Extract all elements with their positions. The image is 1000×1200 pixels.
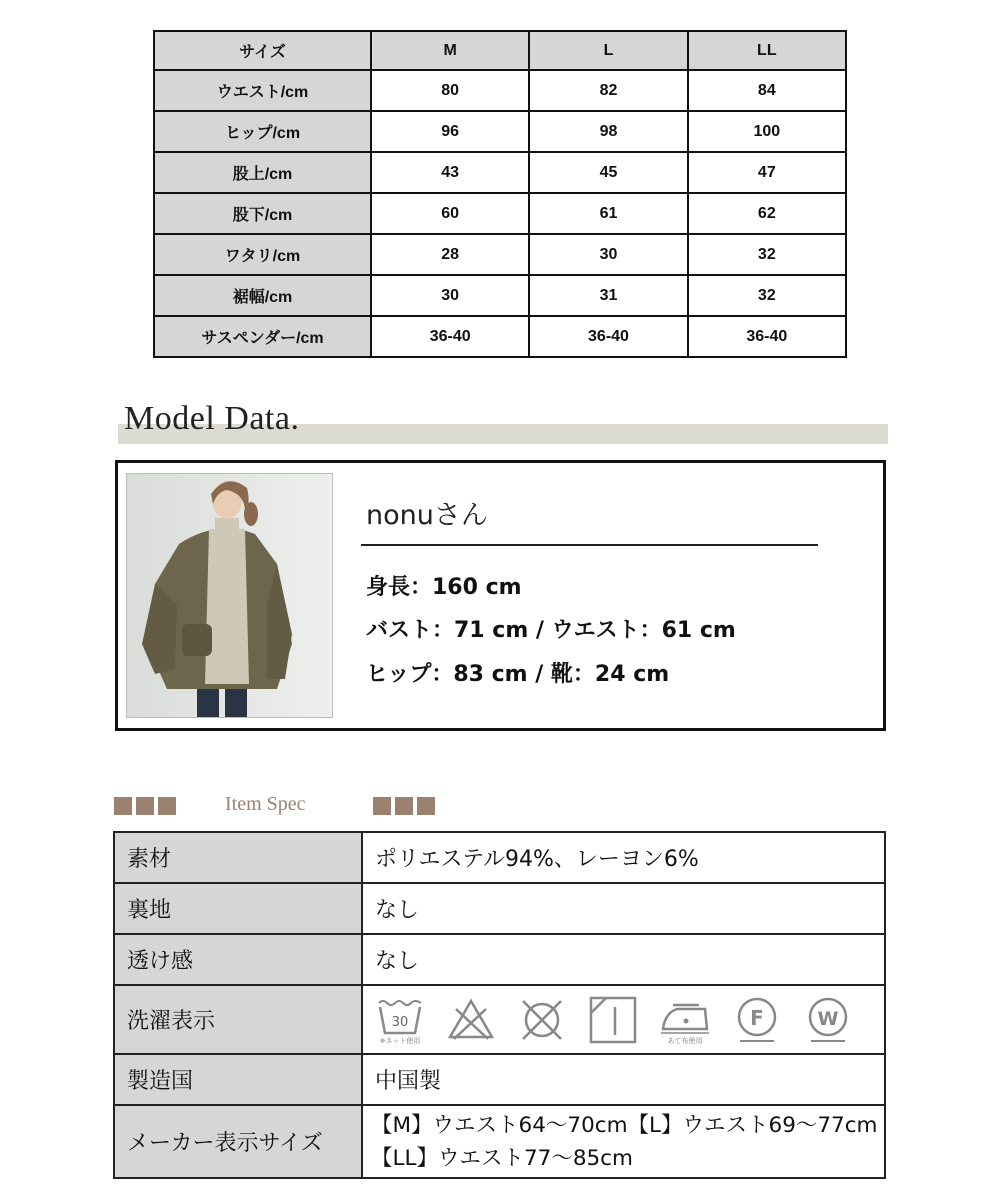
size-row-label: ワタリ/cm — [154, 234, 371, 275]
size-cell: 45 — [529, 152, 687, 193]
svg-text:あて布使用: あて布使用 — [667, 1036, 703, 1045]
model-height: 身長：160 cm — [366, 575, 522, 600]
spec-label: 透け感 — [114, 934, 362, 985]
size-cell: 36-40 — [371, 316, 529, 357]
size-cell: 98 — [529, 111, 687, 152]
spec-ornament-square — [158, 797, 176, 815]
spec-row-material — [114, 832, 885, 883]
spec-label: メーカー表示サイズ — [114, 1105, 362, 1178]
drip-dry-shade-icon — [588, 995, 638, 1045]
dry-clean-f-icon — [732, 995, 782, 1045]
spec-value: なし — [362, 883, 885, 934]
model-hip-shoes: ヒップ：83 cm / 靴：24 cm — [366, 662, 670, 687]
size-header-cell: LL — [688, 31, 846, 70]
spec-label: 製造国 — [114, 1054, 362, 1105]
size-cell: 80 — [371, 70, 529, 111]
model-divider — [361, 544, 818, 546]
size-header-cell: L — [529, 31, 687, 70]
spec-row-sheerness — [114, 934, 885, 985]
model-name: nonuさん — [366, 500, 488, 531]
size-table-row — [154, 111, 846, 152]
svg-text:30: 30 — [391, 1014, 409, 1030]
size-row-label: ウエスト/cm — [154, 70, 371, 111]
spec-value: なし — [362, 934, 885, 985]
size-cell: 32 — [688, 234, 846, 275]
spec-ornament-square — [373, 797, 391, 815]
size-cell: 61 — [529, 193, 687, 234]
spec-ornament-square — [136, 797, 154, 815]
size-cell: 30 — [529, 234, 687, 275]
size-cell: 36-40 — [688, 316, 846, 357]
size-row-label: ヒップ/cm — [154, 111, 371, 152]
wash-30-net-icon — [375, 995, 425, 1045]
size-table-header-row — [154, 31, 846, 70]
size-cell: 30 — [371, 275, 529, 316]
size-cell: 36-40 — [529, 316, 687, 357]
size-cell: 47 — [688, 152, 846, 193]
spec-ornament-square — [417, 797, 435, 815]
size-table-row — [154, 275, 846, 316]
spec-ornament-square — [114, 797, 132, 815]
size-cell: 84 — [688, 70, 846, 111]
size-table-row — [154, 234, 846, 275]
size-cell: 28 — [371, 234, 529, 275]
size-cell: 31 — [529, 275, 687, 316]
size-cell: 43 — [371, 152, 529, 193]
no-bleach-icon — [446, 995, 496, 1045]
svg-text:W: W — [817, 1007, 839, 1030]
size-row-label: サスペンダー/cm — [154, 316, 371, 357]
size-cell: 82 — [529, 70, 687, 111]
spec-ornament-square — [395, 797, 413, 815]
svg-text:※ネット使用: ※ネット使用 — [379, 1036, 421, 1045]
spec-row-lining — [114, 883, 885, 934]
spec-label: 洗濯表示 — [114, 985, 362, 1054]
wet-clean-w-icon — [803, 995, 853, 1045]
size-row-label: 股上/cm — [154, 152, 371, 193]
spec-label: 裏地 — [114, 883, 362, 934]
size-cell: 96 — [371, 111, 529, 152]
size-cell: 100 — [688, 111, 846, 152]
model-bust-waist: バスト：71 cm / ウエスト：61 cm — [366, 618, 736, 643]
spec-value: 中国製 — [362, 1054, 885, 1105]
item-spec-title: Item Spec — [225, 793, 306, 815]
item-spec-table — [113, 831, 886, 1179]
spec-value: 【M】ウエスト64～70cm【L】ウエスト69～77cm 【LL】ウエスト77～85cm — [362, 1105, 885, 1178]
size-cell: 62 — [688, 193, 846, 234]
spec-row-care — [114, 985, 885, 1054]
size-table — [153, 30, 847, 358]
size-row-label: 裾幅/cm — [154, 275, 371, 316]
iron-low-cloth-icon — [659, 995, 711, 1045]
size-header-label: サイズ — [154, 31, 371, 70]
size-table-row — [154, 70, 846, 111]
spec-row-maker-size — [114, 1105, 885, 1178]
size-table-row — [154, 152, 846, 193]
spec-row-origin — [114, 1054, 885, 1105]
care-icons — [362, 985, 885, 1054]
size-table-row — [154, 316, 846, 357]
model-photo — [126, 473, 333, 718]
size-cell: 60 — [371, 193, 529, 234]
no-tumble-dry-icon — [517, 995, 567, 1045]
size-table-row — [154, 193, 846, 234]
svg-text:F: F — [750, 1005, 764, 1030]
model-heading: Model Data. — [124, 400, 300, 437]
size-cell: 32 — [688, 275, 846, 316]
size-header-cell: M — [371, 31, 529, 70]
spec-value: ポリエステル94%、レーヨン6% — [362, 832, 885, 883]
spec-label: 素材 — [114, 832, 362, 883]
size-row-label: 股下/cm — [154, 193, 371, 234]
